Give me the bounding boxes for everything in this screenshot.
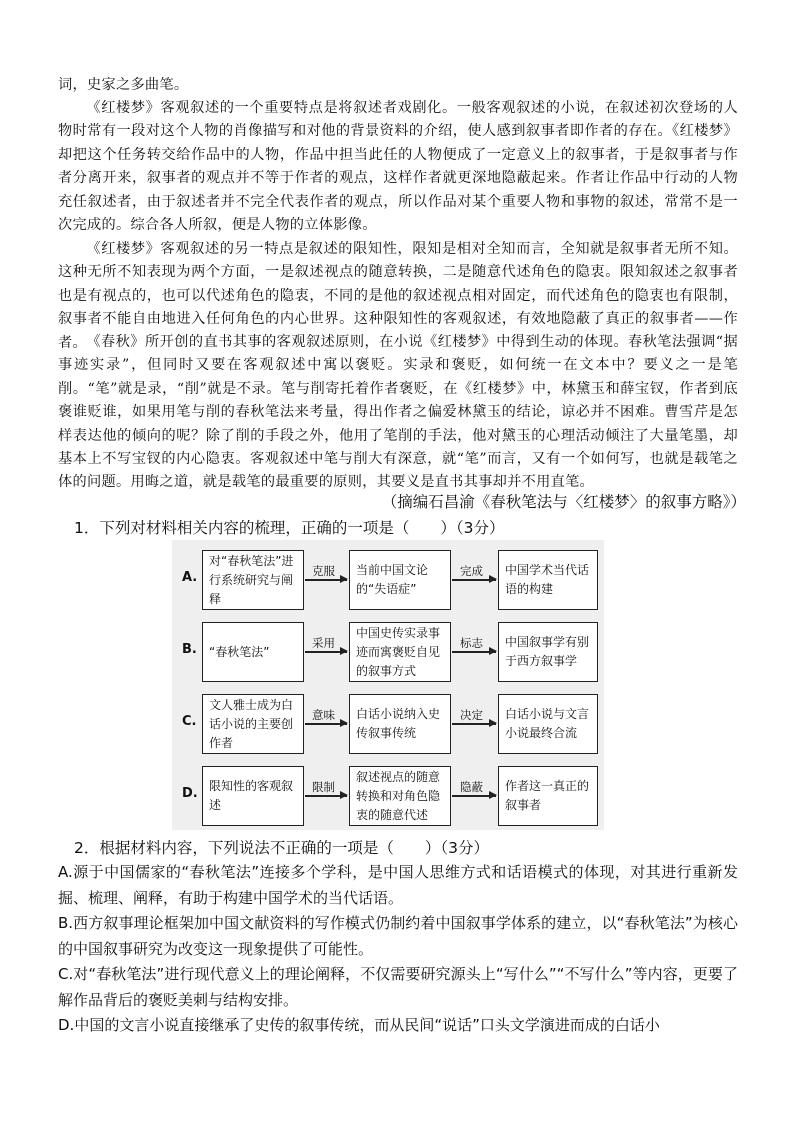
arrow-label: 标志 xyxy=(460,636,483,650)
arrow-icon xyxy=(452,723,496,725)
flow-box: 文人雅士成为白话小说的主要创作者 xyxy=(202,694,304,754)
flowchart-row-c xyxy=(172,690,604,754)
flow-box: “春秋笔法” xyxy=(202,622,304,682)
arrow-label: 意味 xyxy=(312,708,335,722)
flowchart-row-d xyxy=(172,762,604,826)
passage-paragraph-2: 《红楼梦》客观叙述的另一特点是叙述的限知性，限知是相对全知而言，全知就是叙事者无所不知。这种无所不知表现为两个方面，一是叙述视点的随意转换，二是随意代述角色的隐衷。限知叙述之叙事者也是有视点的，也可以代述角色的隐衷，不同的是他的叙述视点相对固定，而代述角色的隐衷也有限制，叙事者不能自由地进入任何角色的内心世界。这种限知性的客观叙述，有效地隐蔽了真正的叙事者——作者。 xyxy=(58,241,738,351)
flow-box: 对“春秋笔法”进行系统研究与阐释 xyxy=(202,550,304,610)
flowchart-row-b xyxy=(172,618,604,682)
arrow-icon xyxy=(305,651,347,653)
flow-box: 限知性的客观叙述 xyxy=(202,766,304,826)
row-label: A. xyxy=(182,570,198,585)
arrow-icon xyxy=(305,723,347,725)
arrow-icon xyxy=(452,651,496,653)
flow-box: 中国史传实录事迹而寓褒贬自见的叙事方式 xyxy=(349,622,451,682)
flow-box: 作者这一真正的叙事者 xyxy=(498,766,598,826)
question-2-option-d: D.中国的文言小说直接继承了史传的叙事传统，而从民间“说话”口头文学演进而成的白话小 xyxy=(58,1016,660,1034)
arrow-label: 决定 xyxy=(460,708,483,722)
row-label: C. xyxy=(182,714,197,729)
flow-box: 白话小说纳入史传叙事传统 xyxy=(349,694,451,754)
flow-box: 中国学术当代话语的构建 xyxy=(498,550,598,610)
row-label: B. xyxy=(182,642,197,657)
arrow-icon xyxy=(305,579,347,581)
passage-paragraph-1: 《红楼梦》客观叙述的一个重要特点是将叙述者戏剧化。一般客观叙述的小说，在叙述初次登场的人物时常有一段对这个人物的肖像描写和对他的背景资料的介绍，使人感到叙事者即作者的存在。《红楼梦》却把这个任务转交给作品中的人物，作品中担当此任的人物便成了一定意义上的叙事者，于是叙事者与作者分离开来，叙事者的观点并不等于作者的观点，这样作者就更深地隐蔽起来。作者让作品中行动的人物充任叙述者，由于叙述者并不完全代表作者的观点，所以作品对某个重要人物和事物的叙述，常常不是一次完成的。综合各人所叙，便是人物的立体影像。 xyxy=(58,100,738,234)
row-label: D. xyxy=(182,786,198,801)
arrow-icon xyxy=(452,795,496,797)
flowchart-row-a xyxy=(172,546,604,610)
arrow-label: 限制 xyxy=(312,780,335,794)
arrow-label: 克服 xyxy=(312,564,335,578)
question-2-option-c: C.对“春秋笔法”进行现代意义上的理论阐释，不仅需要研究源头上“写什么”“不写什么”等内容，更要了解作品背后的褒贬美刺与结构安排。 xyxy=(58,965,738,1009)
arrow-icon xyxy=(305,795,347,797)
flow-box: 白话小说与文言小说最终合流 xyxy=(498,694,598,754)
question-2-option-b: B.西方叙事理论框架加中国文献资料的写作模式仍制约着中国叙事学体系的建立，以“春秋笔法”为核心的中国叙事研究为改变这一现象提供了可能性。 xyxy=(58,914,738,958)
arrow-label: 采用 xyxy=(312,636,335,650)
question-2-option-a: A.源于中国儒家的“春秋笔法”连接多个学科，是中国人思维方式和话语模式的体现，对其进行重新发掘、梳理、阐释，有助于构建中国学术的当代话语。 xyxy=(58,863,738,907)
passage-source: （摘编石昌渝《春秋笔法与〈红楼梦〉的叙事方略》） xyxy=(381,493,746,511)
arrow-icon xyxy=(452,579,496,581)
question-1-stem: 1．下列对材料相关内容的梳理，正确的一项是（ ）（3分） xyxy=(74,519,505,537)
flow-box: 当前中国文论的“失语症” xyxy=(349,550,451,610)
passage-paragraph-3: 《春秋》所开创的直书其事的客观叙述原则，在小说《红楼梦》中得到生动的体现。春秋笔法强调“据事迹实录”，但同时又要在客观叙述中寓以褒贬。实录和褒贬，如何统一在文本中？要义之一是笔削。“笔”就是录，“削”就是不录。笔与削寄托着作者褒贬，在《红楼梦》中，林黛玉和薛宝钗，作者到底褒谁贬谁，如果用笔与削的春秋笔法来考量，得出作者之偏爱林黛玉的结论，谅必并不困难。曹雪芹是怎样表达他的倾向的呢？除了削的手段之外，他用了笔削的手法，他对黛玉的心理活动倾注了大量笔墨，却基本上不写宝钗的内心隐衷。客观叙述中笔与削大有深意，就“笔”而言，又有一个如何写，也就是载笔之体的问题。用晦之道，就是载笔的最重要的原则，其要义是直书其事却并不用直笔。 xyxy=(58,334,738,491)
flowchart-options xyxy=(172,540,604,830)
question-2-stem: 2．根据材料内容，下列说法不正确的一项是（ ）（3分） xyxy=(74,839,489,857)
passage-top-line: 词，史家之多曲笔。 xyxy=(58,77,189,93)
flow-box: 中国叙事学有别于西方叙事学 xyxy=(498,622,598,682)
flow-box: 叙述视点的随意转换和对角色隐衷的随意代述 xyxy=(349,766,451,826)
arrow-label: 隐蔽 xyxy=(460,780,483,794)
arrow-label: 完成 xyxy=(460,564,483,578)
